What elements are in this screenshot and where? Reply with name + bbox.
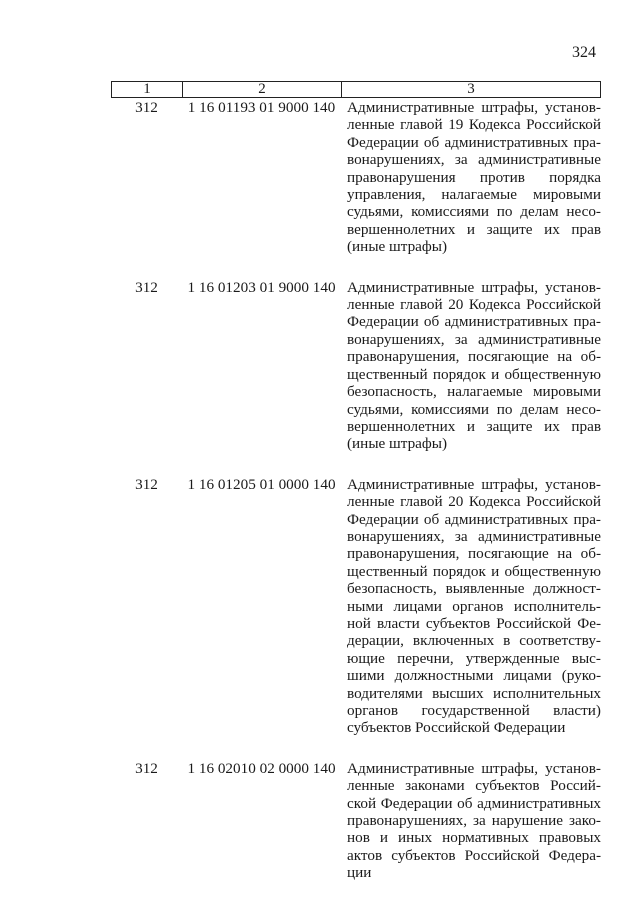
description-line: правонарушения, посягающие на об- [347,348,601,366]
description-line: вонарушениях, за административные [347,330,601,348]
kbk-code-cell: 1 16 01193 01 9000 140 [187,99,336,116]
header-col-3: 3 [467,81,475,97]
description-cell [341,476,601,737]
description-line: Административные штрафы, установ- [347,278,601,296]
description-line: ленные главой 19 Кодекса Российской [347,116,601,134]
description-line: правонарушениях, за нарушение зако- [347,812,601,830]
description-cell [341,760,601,882]
description-line: вонарушениях, за административные [347,151,601,169]
kbk-code-cell: 1 16 01205 01 0000 140 [187,475,336,493]
description-line: безопасность, выявленные должност- [347,580,601,598]
admin-code-cell: 312 [135,475,158,493]
description-line: Федерации об административных пра- [347,313,601,331]
table-row [111,99,601,256]
kbk-code-cell: 1 16 02010 02 0000 140 [187,759,336,777]
description-line: вонарушениях, за административные [347,527,601,545]
table-row [111,476,601,737]
description-line: нов и иных нормативных правовых [347,829,601,847]
description-line: ленные главой 20 Кодекса Российской [347,493,601,511]
header-col-1: 1 [112,82,183,97]
description-line: шими должностными лицами (руко- [347,667,601,685]
description-line: ными лицами органов исполнитель- [347,597,601,615]
admin-code-cell: 312 [135,278,158,296]
description-line: вершеннолетних и защите их прав [347,417,601,435]
description-line: судьями, комиссиями по делам несо- [347,203,601,221]
description-line: ной власти субъектов Российской Фе- [347,614,601,632]
description-line: ленные законами субъектов Россий- [347,777,601,795]
description-line: актов субъектов Российской Федера- [347,846,601,864]
table-row [111,760,601,882]
page-number: 324 [572,44,596,61]
description-line: Федерации об административных пра- [347,133,601,151]
description-line: ции [347,864,372,882]
description-line: Административные штрафы, установ- [347,99,601,116]
description-line: управления, налагаемые мировыми [347,186,601,204]
admin-code-cell: 312 [135,99,158,116]
description-line: правонарушения, посягающие на об- [347,545,601,563]
description-line: водителями высших исполнительных [347,684,601,702]
description-line: ской Федерации об административных [347,794,601,812]
description-line: щественный порядок и общественную [347,365,601,383]
description-cell [341,279,601,453]
description-line: Федерации об административных пра- [347,510,601,528]
description-line: щественный порядок и общественную [347,562,601,580]
description-line: дерации, включенных в соответству- [347,632,601,650]
description-line: Административные штрафы, установ- [347,475,601,493]
description-line: органов государственной власти) [347,702,601,719]
description-line: судьями, комиссиями по делам несо- [347,400,601,418]
header-col-2: 2 [183,82,342,97]
table-row [111,279,601,453]
description-line: безопасность, налагаемые мировыми [347,383,601,401]
table-body [111,99,601,905]
description-line: ленные главой 20 Кодекса Российской [347,296,601,314]
description-line: Административные штрафы, установ- [347,759,601,777]
table-header [111,81,601,98]
description-cell [341,99,601,256]
description-line: (иные штрафы) [347,435,448,453]
description-line: субъектов Российской Федерации [347,719,566,737]
admin-code-cell: 312 [135,759,158,777]
description-line: правонарушения против порядка [347,168,601,186]
description-line: ющие перечни, утвержденные выс- [347,649,601,667]
description-line: (иные штрафы) [347,238,448,256]
description-line: вершеннолетних и защите их прав [347,220,601,238]
kbk-code-cell: 1 16 01203 01 9000 140 [187,278,336,296]
